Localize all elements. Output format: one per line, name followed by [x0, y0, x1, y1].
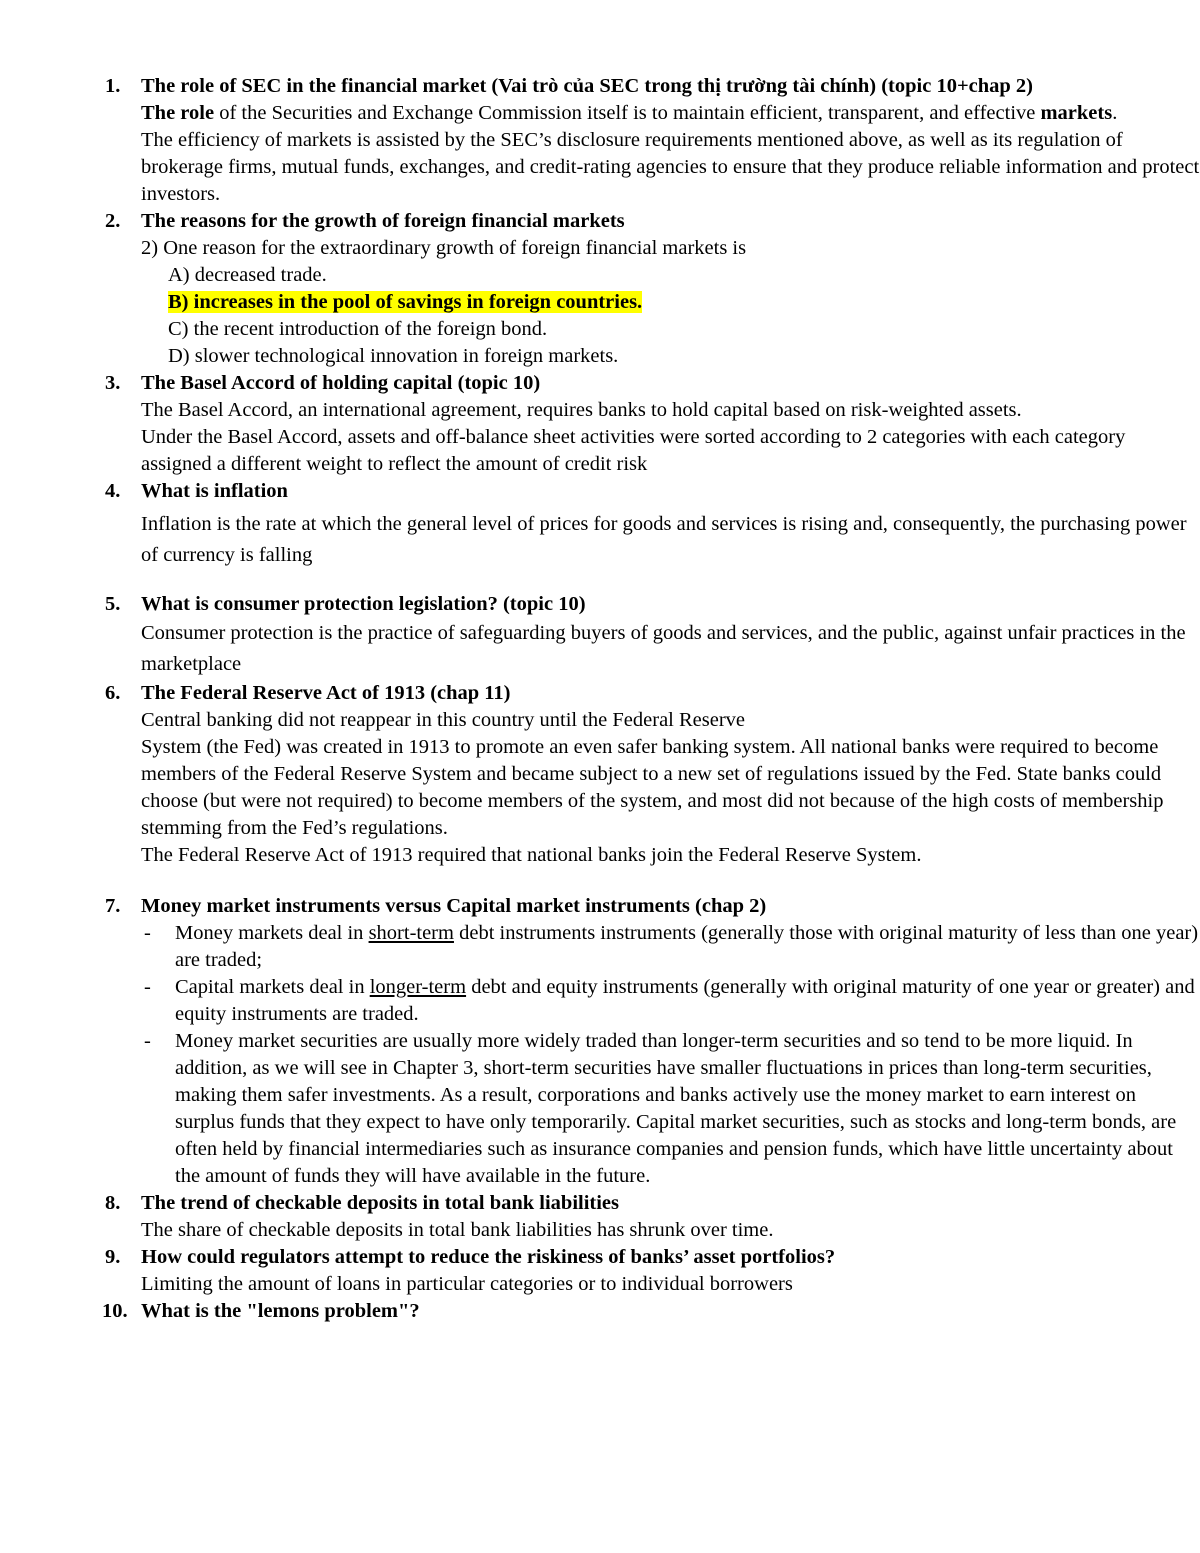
text-run: Capital markets deal in [175, 976, 370, 998]
question-item-5 [0, 591, 1200, 680]
question-title: What is the "lemons problem"? [141, 1300, 420, 1322]
underlined-term: longer-term [369, 976, 467, 998]
bold-lead: The role [141, 102, 215, 124]
question-item-10 [0, 1298, 1200, 1325]
item-number: 5. [105, 593, 121, 615]
text-run: Money markets deal in [175, 922, 369, 944]
answer-paragraph [141, 100, 1200, 127]
question-title: What is consumer protection legislation? (topic 10) [141, 593, 586, 615]
bullet-list [141, 920, 1200, 1190]
question-title: What is inflation [141, 480, 288, 502]
text-run: of the Securities and Exchange Commission itself is to maintain efficient, transparent, and effective [214, 102, 1041, 124]
item-number: 1. [105, 75, 121, 97]
item-number: 2. [105, 210, 121, 232]
answer-paragraph: Central banking did not reappear in this country until the Federal Reserve [141, 709, 746, 731]
underlined-term: short-term [368, 922, 454, 944]
answer-paragraph: The efficiency of markets is assisted by the SEC’s disclosure requirements mentioned above, as well as its regulation of brokerage firms, mutual funds, exchanges, and credit-rating agencies to ensure that they produce reliable information and protect investors. [141, 129, 1200, 205]
bullet-item [141, 974, 1200, 1028]
question-title: Money market instruments versus Capital market instruments (chap 2) [141, 895, 767, 917]
question-title: How could regulators attempt to reduce the riskiness of banks’ asset portfolios? [141, 1246, 836, 1268]
item-number: 7. [105, 895, 121, 917]
mcq-option-c: C) the recent introduction of the foreign bond. [168, 318, 548, 340]
answer-paragraph: The Basel Accord, an international agreement, requires banks to hold capital based on risk-weighted assets. [141, 399, 1022, 421]
item-number: 3. [105, 372, 121, 394]
answer-paragraph: Inflation is the rate at which the general level of prices for goods and services is rising and, consequently, the purchasing power of currency is falling [141, 513, 1187, 566]
text-run: debt and equity instruments (generally with original maturity of one year or greater) and equity instruments are traded. [175, 976, 1195, 1025]
answer-paragraph: Limiting the amount of loans in particular categories or to individual borrowers [141, 1273, 793, 1295]
dash-bullet: - [144, 976, 151, 998]
mcq-option-b [141, 289, 1200, 316]
bullet-item [141, 1028, 1200, 1190]
dash-bullet: - [144, 1030, 151, 1052]
question-item-9 [0, 1244, 1200, 1298]
item-number: 8. [105, 1192, 121, 1214]
question-title: The trend of checkable deposits in total bank liabilities [141, 1192, 620, 1214]
question-title: The reasons for the growth of foreign financial markets [141, 210, 625, 232]
text-run: . [1112, 102, 1118, 124]
mcq-option-a: A) decreased trade. [168, 264, 327, 286]
text-run: debt instruments instruments (generally those with original maturity of less than one year) are traded; [175, 922, 1199, 971]
item-number: 10. [102, 1300, 128, 1322]
bold-word: markets [1040, 102, 1113, 124]
answer-paragraph: Consumer protection is the practice of safeguarding buyers of goods and services, and the public, against unfair practices in the marketplace [141, 622, 1186, 675]
mcq-stem: 2) One reason for the extraordinary growth of foreign financial markets is [141, 237, 747, 259]
dash-bullet: - [144, 922, 151, 944]
answer-paragraph: The Federal Reserve Act of 1913 required that national banks join the Federal Reserve System. [141, 844, 922, 866]
highlighted-answer: B) increases in the pool of savings in foreign countries. [168, 291, 643, 313]
answer-paragraph: System (the Fed) was created in 1913 to promote an even safer banking system. All national banks were required to become members of the Federal Reserve System and became subject to a new set of regulations issued by the Fed. State banks could choose (but were not required) to become members of the system, and most did not because of the high costs of membership stemming from the Fed’s regulations. [141, 736, 1164, 839]
question-item-8 [0, 1190, 1200, 1244]
mcq-option-d: D) slower technological innovation in foreign markets. [168, 345, 619, 367]
question-title: The Basel Accord of holding capital (topic 10) [141, 372, 541, 394]
question-item-6 [0, 680, 1200, 869]
question-item-4 [0, 478, 1200, 571]
question-item-1 [0, 73, 1200, 208]
item-number: 4. [105, 480, 121, 502]
text-run: Money market securities are usually more widely traded than longer-term securities and so tend to be more liquid. In addition, as we will see in Chapter 3, short-term securities have smaller fluctuations in prices than long-term securities, making them safer investments. As a result, corporations and banks actively use the money market to earn interest on surplus funds that they expect to have only temporarily. Capital market securities, such as stocks and long-term bonds, are often held by financial intermediaries such as insurance companies and pension funds, which have little uncertainty about the amount of funds they will have available in the future. [175, 1030, 1177, 1187]
answer-paragraph: Under the Basel Accord, assets and off-balance sheet activities were sorted according to 2 categories with each category assigned a different weight to reflect the amount of credit risk [141, 426, 1126, 475]
item-number: 9. [105, 1246, 121, 1268]
question-item-2 [0, 208, 1200, 370]
question-item-3 [0, 370, 1200, 478]
question-item-7 [0, 893, 1200, 1190]
answer-paragraph: The share of checkable deposits in total bank liabilities has shrunk over time. [141, 1219, 774, 1241]
question-title: The Federal Reserve Act of 1913 (chap 11) [141, 682, 511, 704]
question-title: The role of SEC in the financial market (Vai trò của SEC trong thị trường tài chính) (topic 10+chap 2) [141, 75, 1033, 97]
item-number: 6. [105, 682, 121, 704]
bullet-item [141, 920, 1200, 974]
